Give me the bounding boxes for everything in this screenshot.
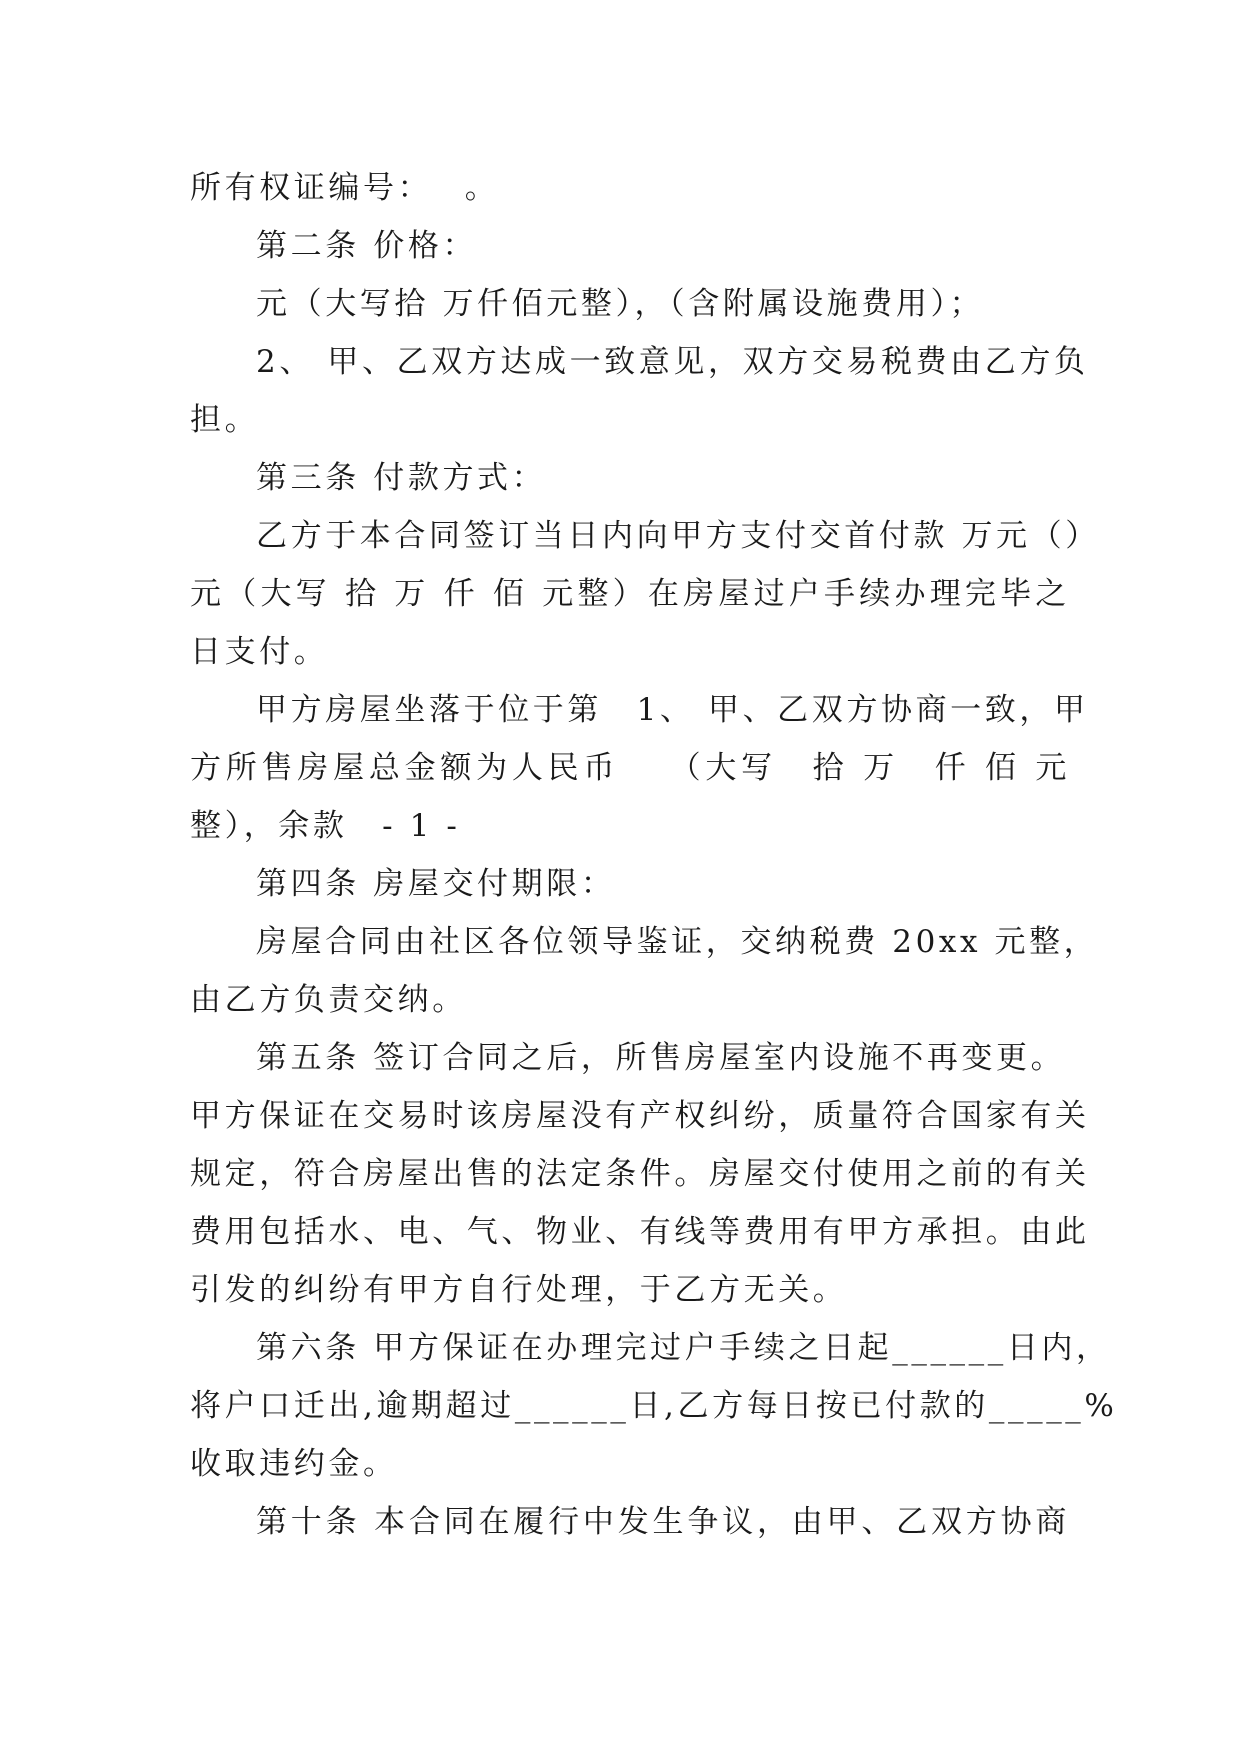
text-line-warranty: 甲方保证在交易时该房屋没有产权纠纷，质量符合国家有关 bbox=[190, 1098, 1090, 1134]
text-line-price-amount: 元（大写拾 万仟佰元整），（含附属设施费用）； bbox=[256, 286, 985, 322]
text-line-down-payment-cont: 元（大写 拾 万 仟 佰 元整）在房屋过户手续办理完毕之 bbox=[190, 576, 1070, 612]
heading-article-5: 第五条 签订合同之后，所售房屋室内设施不再变更。 bbox=[256, 1040, 1066, 1076]
text-line-article-6: 第六条 甲方保证在办理完过户手续之日起______日内， bbox=[256, 1330, 1111, 1366]
text-line-article-6-cont: 将户口迁出,逾期超过______日,乙方每日按已付款的_____% bbox=[190, 1388, 1118, 1424]
text-line-total-amount: 方所售房屋总金额为人民币 （大写 拾 万 仟 佰 元 bbox=[190, 750, 1070, 786]
text-line-house-location: 甲方房屋坐落于位于第 1、 甲、乙双方协商一致，甲 bbox=[256, 692, 1089, 728]
heading-article-2-price: 第二条 价格： bbox=[256, 228, 478, 264]
heading-article-4-delivery: 第四条 房屋交付期限： bbox=[256, 866, 616, 902]
text-line-article-6-end: 收取违约金。 bbox=[190, 1446, 398, 1482]
text-line-balance-page-number: 整），余款 - 1 - bbox=[190, 808, 461, 844]
text-line-certificate-number: 所有权证编号： 。 bbox=[190, 170, 500, 206]
text-line-tax-payment: 房屋合同由社区各位领导鉴证，交纳税费 20xx 元整， bbox=[256, 924, 1099, 960]
text-line-tax-payment-cont: 由乙方负责交纳。 bbox=[190, 982, 467, 1018]
text-line-tax-agreement-cont: 担。 bbox=[190, 402, 260, 438]
heading-article-3-payment: 第三条 付款方式： bbox=[256, 460, 547, 496]
text-line-down-payment: 乙方于本合同签订当日内向甲方支付交首付款 万元（） bbox=[256, 518, 1100, 554]
text-line-down-payment-end: 日支付。 bbox=[190, 634, 329, 670]
text-line-warranty-cont-1: 规定，符合房屋出售的法定条件。房屋交付使用之前的有关 bbox=[190, 1156, 1090, 1192]
text-line-warranty-cont-2: 费用包括水、电、气、物业、有线等费用有甲方承担。由此 bbox=[190, 1214, 1090, 1250]
text-line-article-10: 第十条 本合同在履行中发生争议，由甲、乙双方协商 bbox=[256, 1504, 1070, 1540]
text-line-tax-agreement: 2、 甲、乙双方达成一致意见，双方交易税费由乙方负 bbox=[256, 344, 1089, 380]
text-line-warranty-cont-3: 引发的纠纷有甲方自行处理，于乙方无关。 bbox=[190, 1272, 848, 1308]
